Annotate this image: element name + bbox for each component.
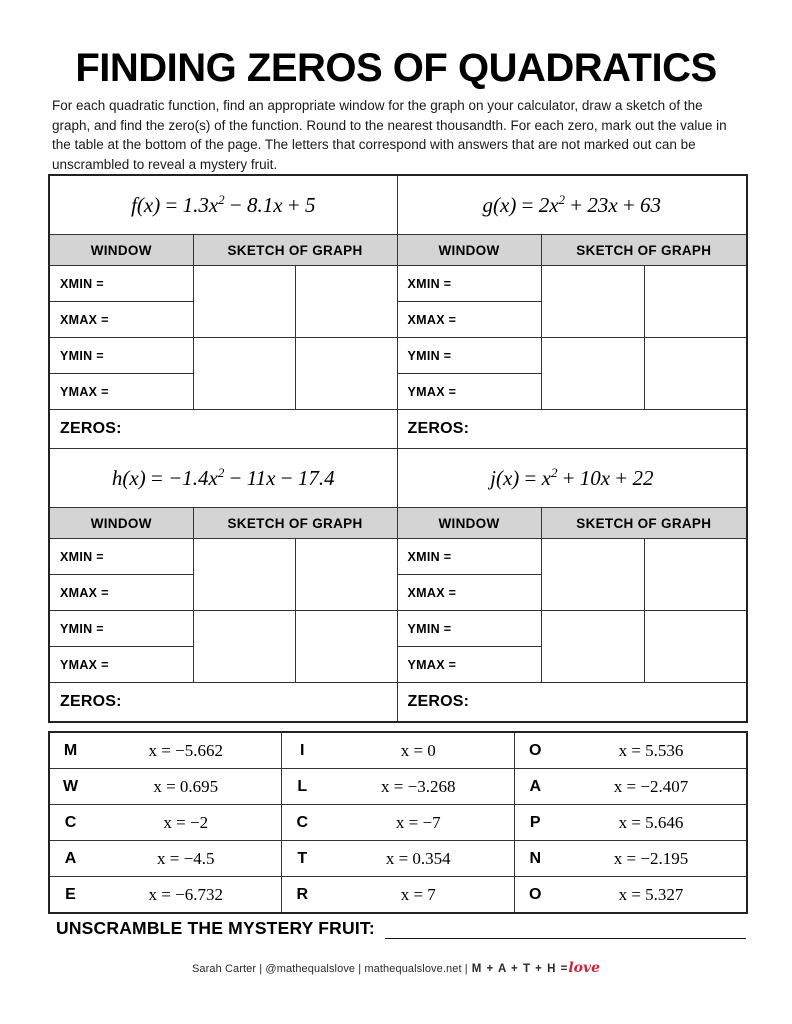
answer-letter: C xyxy=(281,805,323,841)
label-ymax-g: YMAX = xyxy=(397,374,541,410)
label-ymin-f: YMIN = xyxy=(49,338,193,374)
answer-value[interactable]: x = 0 xyxy=(323,732,514,769)
answer-letter: T xyxy=(281,841,323,877)
sketch-box-h-4[interactable] xyxy=(295,611,397,683)
window-header-g: WINDOW xyxy=(397,235,541,266)
zeros-row-1 xyxy=(49,410,747,449)
sketch-box-j-3[interactable] xyxy=(541,611,644,683)
instructions-text: For each quadratic function, find an appropriate window for the graph on your calculator, draw a sketch of the graph, and find the zero(s) of the function. Round to the nearest thousandth. For each zero, mark out the value in the table at the bottom of the page. The letters that correspond with answers that are not marked out can be unscrambled to reveal a mystery fruit. xyxy=(52,98,727,172)
answer-value[interactable]: x = 5.536 xyxy=(556,732,747,769)
answer-letter: L xyxy=(281,769,323,805)
mathequalslove-logo xyxy=(471,960,601,976)
function-expression-g: $g(x) = 2x^2 + 23x + 63$ xyxy=(482,192,662,217)
answer-letter: N xyxy=(514,841,556,877)
label-ymax-h: YMAX = xyxy=(49,647,193,683)
unscramble-section xyxy=(56,918,746,939)
zeros-answer-h[interactable]: ZEROS: xyxy=(49,683,397,723)
window-header-j: WINDOW xyxy=(397,508,541,539)
answer-letter: A xyxy=(49,841,91,877)
sketch-box-g-3[interactable] xyxy=(541,338,644,410)
unscramble-label: UNSCRAMBLE THE MYSTERY FRUIT: xyxy=(56,918,375,938)
sketch-box-j-4[interactable] xyxy=(644,611,747,683)
answer-letter: W xyxy=(49,769,91,805)
sketch-header-g: SKETCH OF GRAPH xyxy=(541,235,747,266)
label-ymin-j: YMIN = xyxy=(397,611,541,647)
worksheet-table xyxy=(48,174,748,723)
label-ymin-h: YMIN = xyxy=(49,611,193,647)
logo-love-script: love xyxy=(568,960,601,976)
zeros-row-2 xyxy=(49,683,747,723)
answer-value[interactable]: x = 0.354 xyxy=(323,841,514,877)
answer-letter: A xyxy=(514,769,556,805)
sketch-box-g-1[interactable] xyxy=(541,266,644,338)
answer-value[interactable]: x = −4.5 xyxy=(91,841,281,877)
sketch-box-f-4[interactable] xyxy=(295,338,397,410)
label-ymax-f: YMAX = xyxy=(49,374,193,410)
answer-value[interactable]: x = 0.695 xyxy=(91,769,281,805)
credits-footer xyxy=(0,960,792,976)
label-xmin-h: XMIN = xyxy=(49,539,193,575)
function-cell-f xyxy=(49,175,397,235)
table-row xyxy=(49,877,747,914)
label-xmax-h: XMAX = xyxy=(49,575,193,611)
sketch-header-h: SKETCH OF GRAPH xyxy=(193,508,397,539)
function-cell-j xyxy=(397,449,747,508)
window-row-f-ymin xyxy=(49,338,747,374)
label-xmin-j: XMIN = xyxy=(397,539,541,575)
window-row-f-xmin xyxy=(49,266,747,302)
sketch-box-h-2[interactable] xyxy=(295,539,397,611)
answer-value[interactable]: x = −7 xyxy=(323,805,514,841)
window-row-h-xmin xyxy=(49,539,747,575)
worksheet-table-wrap xyxy=(48,174,746,723)
function-cell-g xyxy=(397,175,747,235)
sketch-box-g-4[interactable] xyxy=(644,338,747,410)
sketch-box-j-1[interactable] xyxy=(541,539,644,611)
answer-table xyxy=(48,731,748,914)
label-xmin-f: XMIN = xyxy=(49,266,193,302)
sketch-box-h-3[interactable] xyxy=(193,611,295,683)
table-row xyxy=(49,805,747,841)
logo-equation: M + A + T + H = xyxy=(471,963,569,975)
answer-value[interactable]: x = 5.646 xyxy=(556,805,747,841)
answer-value[interactable]: x = −2 xyxy=(91,805,281,841)
page-title: FINDING ZEROS OF QUADRATICS xyxy=(75,46,717,90)
function-row-2 xyxy=(49,449,747,508)
window-row-h-ymin xyxy=(49,611,747,647)
sketch-header-f: SKETCH OF GRAPH xyxy=(193,235,397,266)
sketch-box-g-2[interactable] xyxy=(644,266,747,338)
function-expression-f: $f(x) = 1.3x^2 - 8.1x + 5$ xyxy=(131,192,316,217)
answer-value[interactable]: x = −2.407 xyxy=(556,769,747,805)
answer-table-wrap xyxy=(48,731,746,914)
answer-letter: C xyxy=(49,805,91,841)
table-row xyxy=(49,841,747,877)
sketch-box-f-1[interactable] xyxy=(193,266,295,338)
header-row-2 xyxy=(49,508,747,539)
window-header-h: WINDOW xyxy=(49,508,193,539)
answer-letter: P xyxy=(514,805,556,841)
table-row xyxy=(49,769,747,805)
function-expression-j: $j(x) = x^2 + 10x + 22$ xyxy=(490,465,654,490)
label-ymax-j: YMAX = xyxy=(397,647,541,683)
header-row-1 xyxy=(49,235,747,266)
answer-value[interactable]: x = −5.662 xyxy=(91,732,281,769)
answer-value[interactable]: x = 5.327 xyxy=(556,877,747,914)
label-xmax-g: XMAX = xyxy=(397,302,541,338)
zeros-answer-j[interactable]: ZEROS: xyxy=(397,683,747,723)
label-xmin-g: XMIN = xyxy=(397,266,541,302)
answer-letter: M xyxy=(49,732,91,769)
sketch-box-f-3[interactable] xyxy=(193,338,295,410)
label-ymin-g: YMIN = xyxy=(397,338,541,374)
zeros-answer-f[interactable]: ZEROS: xyxy=(49,410,397,449)
sketch-header-j: SKETCH OF GRAPH xyxy=(541,508,747,539)
label-xmax-j: XMAX = xyxy=(397,575,541,611)
sketch-box-h-1[interactable] xyxy=(193,539,295,611)
table-row xyxy=(49,732,747,769)
credits-text: Sarah Carter | @mathequalslove | mathequalslove.net | xyxy=(191,963,468,975)
answer-value[interactable]: x = −2.195 xyxy=(556,841,747,877)
unscramble-answer-blank[interactable] xyxy=(385,921,746,939)
answer-letter: O xyxy=(514,877,556,914)
answer-letter: O xyxy=(514,732,556,769)
answer-letter: R xyxy=(281,877,323,914)
window-header-f: WINDOW xyxy=(49,235,193,266)
answer-value[interactable]: x = −3.268 xyxy=(323,769,514,805)
sketch-box-f-2[interactable] xyxy=(295,266,397,338)
function-cell-h xyxy=(49,449,397,508)
answer-value[interactable]: x = 7 xyxy=(323,877,514,914)
function-expression-h: $h(x) = -1.4x^2 - 11x - 17.4$ xyxy=(111,465,335,490)
answer-letter: I xyxy=(281,732,323,769)
zeros-answer-g[interactable]: ZEROS: xyxy=(397,410,747,449)
answer-value[interactable]: x = −6.732 xyxy=(91,877,281,914)
answer-letter: E xyxy=(49,877,91,914)
sketch-box-j-2[interactable] xyxy=(644,539,747,611)
function-row-1 xyxy=(49,175,747,235)
label-xmax-f: XMAX = xyxy=(49,302,193,338)
